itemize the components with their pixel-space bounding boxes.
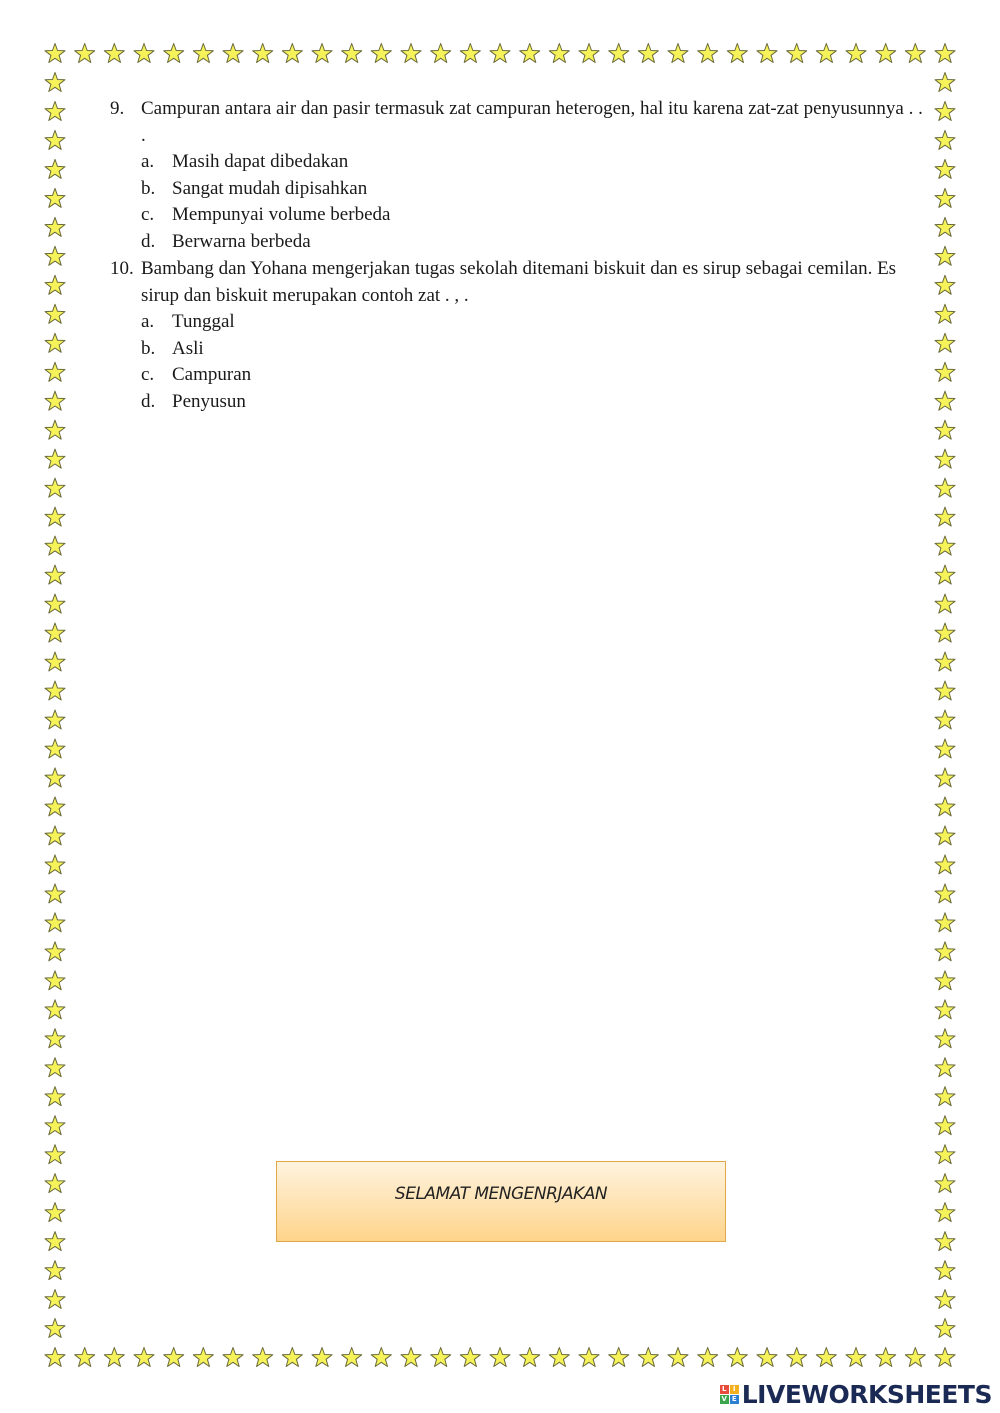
option-d[interactable] bbox=[110, 229, 930, 256]
star-icon bbox=[935, 797, 955, 816]
star-icon bbox=[935, 420, 955, 439]
star-icon bbox=[935, 1348, 955, 1367]
star-icon bbox=[935, 913, 955, 932]
star-icon bbox=[935, 1174, 955, 1193]
option-d[interactable] bbox=[110, 389, 930, 416]
star-icon bbox=[45, 710, 65, 729]
star-icon bbox=[935, 333, 955, 352]
star-icon bbox=[45, 246, 65, 265]
star-icon bbox=[935, 739, 955, 758]
star-icon bbox=[727, 44, 747, 63]
logo-letter: I bbox=[730, 1385, 739, 1394]
star-icon bbox=[312, 1348, 332, 1367]
star-icon bbox=[45, 420, 65, 439]
star-icon bbox=[164, 44, 184, 63]
star-icon bbox=[45, 1290, 65, 1309]
star-icon bbox=[935, 188, 955, 207]
star-icon bbox=[401, 1348, 421, 1367]
logo-letter: E bbox=[730, 1395, 739, 1404]
star-icon bbox=[846, 1348, 866, 1367]
option-letter: d. bbox=[141, 390, 156, 412]
star-icon bbox=[668, 44, 688, 63]
star-icon bbox=[45, 1145, 65, 1164]
option-c[interactable] bbox=[110, 362, 930, 389]
star-icon bbox=[75, 44, 95, 63]
star-icon bbox=[45, 884, 65, 903]
star-icon bbox=[45, 623, 65, 642]
star-icon bbox=[520, 44, 540, 63]
option-letter: a. bbox=[141, 311, 155, 332]
star-icon bbox=[668, 1348, 688, 1367]
star-icon bbox=[490, 1348, 510, 1367]
star-icon bbox=[698, 1348, 718, 1367]
star-icon bbox=[253, 44, 273, 63]
star-icon bbox=[45, 855, 65, 874]
option-b[interactable] bbox=[110, 336, 930, 363]
option-text: Penyusun bbox=[172, 390, 246, 412]
star-icon bbox=[75, 1348, 95, 1367]
star-icon bbox=[935, 623, 955, 642]
star-icon bbox=[935, 1116, 955, 1135]
star-icon bbox=[45, 594, 65, 613]
star-icon bbox=[45, 536, 65, 555]
star-icon bbox=[935, 826, 955, 845]
star-icon bbox=[935, 971, 955, 990]
star-icon bbox=[757, 1348, 777, 1367]
star-icon bbox=[490, 44, 510, 63]
star-icon bbox=[104, 1348, 124, 1367]
star-icon bbox=[45, 362, 65, 381]
logo-letter: L bbox=[720, 1385, 729, 1394]
star-icon bbox=[935, 449, 955, 468]
star-icon bbox=[431, 44, 451, 63]
star-icon bbox=[45, 1087, 65, 1106]
brand-name: LIVEWORKSHEETS bbox=[741, 1379, 992, 1409]
star-icon bbox=[431, 1348, 451, 1367]
star-icon bbox=[935, 102, 955, 121]
star-icon bbox=[935, 768, 955, 787]
option-a[interactable] bbox=[110, 149, 930, 176]
star-icon bbox=[816, 1348, 836, 1367]
star-icon bbox=[935, 73, 955, 92]
star-icon bbox=[935, 1261, 955, 1280]
star-icon bbox=[935, 391, 955, 410]
star-icon bbox=[45, 44, 65, 63]
star-icon bbox=[935, 159, 955, 178]
star-icon bbox=[520, 1348, 540, 1367]
option-letter: c. bbox=[141, 364, 155, 385]
star-icon bbox=[45, 913, 65, 932]
option-text: Sangat mudah dipisahkan bbox=[172, 177, 368, 199]
star-icon bbox=[193, 1348, 213, 1367]
star-icon bbox=[846, 44, 866, 63]
star-icon bbox=[282, 1348, 302, 1367]
star-icon bbox=[45, 1261, 65, 1280]
star-icon bbox=[164, 1348, 184, 1367]
closing-text: SELAMAT MENGENRJAKAN bbox=[394, 1184, 608, 1204]
star-icon bbox=[787, 44, 807, 63]
option-letter: c. bbox=[141, 204, 155, 225]
star-icon bbox=[193, 44, 213, 63]
star-icon bbox=[45, 333, 65, 352]
option-text: Masih dapat dibedakan bbox=[172, 151, 349, 172]
option-letter: d. bbox=[141, 230, 156, 252]
star-icon bbox=[45, 826, 65, 845]
star-icon bbox=[935, 478, 955, 497]
closing-banner bbox=[276, 1161, 726, 1242]
question-10 bbox=[110, 256, 930, 415]
option-text: Tunggal bbox=[172, 311, 235, 332]
star-icon bbox=[935, 884, 955, 903]
star-icon bbox=[45, 652, 65, 671]
question-stem bbox=[110, 96, 930, 149]
star-icon bbox=[45, 130, 65, 149]
star-icon bbox=[460, 44, 480, 63]
star-icon bbox=[104, 44, 124, 63]
star-icon bbox=[342, 44, 362, 63]
star-icon bbox=[134, 1348, 154, 1367]
star-icon bbox=[935, 304, 955, 323]
question-text: Campuran antara air dan pasir termasuk zat campuran heterogen, hal itu karena zat-zat penyusunnya . . . bbox=[141, 98, 923, 146]
option-letter: b. bbox=[141, 177, 156, 199]
star-icon bbox=[312, 44, 332, 63]
star-icon bbox=[935, 44, 955, 63]
star-icon bbox=[935, 1029, 955, 1048]
star-icon bbox=[609, 44, 629, 63]
liveworksheets-logo-icon bbox=[720, 1385, 739, 1404]
question-stem bbox=[110, 256, 930, 309]
star-icon bbox=[549, 44, 569, 63]
option-text: Mempunyai volume berbeda bbox=[172, 204, 391, 225]
liveworksheets-brand[interactable] bbox=[720, 1376, 992, 1412]
star-icon bbox=[45, 304, 65, 323]
star-icon bbox=[787, 1348, 807, 1367]
star-icon bbox=[935, 855, 955, 874]
star-icon bbox=[935, 942, 955, 961]
star-icon bbox=[45, 1116, 65, 1135]
star-icon bbox=[935, 1058, 955, 1077]
question-9 bbox=[110, 96, 930, 255]
star-icon bbox=[45, 1203, 65, 1222]
star-icon bbox=[579, 44, 599, 63]
option-letter: a. bbox=[141, 151, 155, 172]
star-icon bbox=[253, 1348, 273, 1367]
star-icon bbox=[45, 1319, 65, 1338]
star-icon bbox=[905, 1348, 925, 1367]
star-icon bbox=[935, 1087, 955, 1106]
star-icon bbox=[45, 159, 65, 178]
star-icon bbox=[549, 1348, 569, 1367]
star-icon bbox=[45, 102, 65, 121]
star-icon bbox=[935, 1232, 955, 1251]
star-icon bbox=[935, 652, 955, 671]
star-icon bbox=[45, 1232, 65, 1251]
star-icon bbox=[342, 1348, 362, 1367]
star-icon bbox=[401, 44, 421, 63]
question-number: 10. bbox=[110, 258, 134, 279]
option-text: Asli bbox=[172, 337, 204, 359]
option-text: Campuran bbox=[172, 364, 252, 385]
star-icon bbox=[45, 478, 65, 497]
star-icon bbox=[45, 275, 65, 294]
star-icon bbox=[460, 1348, 480, 1367]
star-icon bbox=[905, 44, 925, 63]
star-icon bbox=[45, 391, 65, 410]
star-icon bbox=[45, 681, 65, 700]
question-text: Bambang dan Yohana mengerjakan tugas sekolah ditemani biskuit dan es sirup sebagai cemilan. Es sirup dan biskuit merupakan contoh zat . , . bbox=[141, 258, 897, 306]
star-icon bbox=[876, 1348, 896, 1367]
star-icon bbox=[935, 1000, 955, 1019]
star-icon bbox=[45, 1029, 65, 1048]
star-icon bbox=[45, 739, 65, 758]
star-icon bbox=[638, 44, 658, 63]
star-icon bbox=[816, 44, 836, 63]
star-icon bbox=[45, 1000, 65, 1019]
star-icon bbox=[876, 44, 896, 63]
question-number: 9. bbox=[110, 98, 125, 119]
star-icon bbox=[727, 1348, 747, 1367]
star-icon bbox=[935, 507, 955, 526]
star-icon bbox=[45, 1058, 65, 1077]
star-icon bbox=[134, 44, 154, 63]
star-icon bbox=[45, 971, 65, 990]
star-icon bbox=[609, 1348, 629, 1367]
option-b[interactable] bbox=[110, 176, 930, 203]
star-icon bbox=[935, 1145, 955, 1164]
star-icon bbox=[45, 449, 65, 468]
star-icon bbox=[935, 362, 955, 381]
star-icon bbox=[45, 565, 65, 584]
star-icon bbox=[45, 797, 65, 816]
star-icon bbox=[45, 507, 65, 526]
star-icon bbox=[935, 1203, 955, 1222]
star-icon bbox=[757, 44, 777, 63]
star-icon bbox=[45, 217, 65, 236]
star-icon bbox=[45, 1348, 65, 1367]
star-icon bbox=[45, 188, 65, 207]
star-icon bbox=[45, 768, 65, 787]
star-icon bbox=[935, 1319, 955, 1338]
star-icon bbox=[223, 1348, 243, 1367]
star-icon bbox=[638, 1348, 658, 1367]
option-a[interactable] bbox=[110, 309, 930, 336]
logo-letter: V bbox=[721, 1394, 727, 1403]
star-icon bbox=[935, 710, 955, 729]
star-icon bbox=[371, 44, 391, 63]
star-icon bbox=[371, 1348, 391, 1367]
option-letter: b. bbox=[141, 337, 156, 359]
star-icon bbox=[45, 942, 65, 961]
star-icon bbox=[223, 44, 243, 63]
star-icon bbox=[45, 1174, 65, 1193]
star-icon bbox=[935, 217, 955, 236]
star-icon bbox=[935, 594, 955, 613]
star-icon bbox=[935, 246, 955, 265]
star-icon bbox=[935, 565, 955, 584]
star-icon bbox=[935, 275, 955, 294]
option-text: Berwarna berbeda bbox=[172, 230, 311, 252]
star-icon bbox=[935, 130, 955, 149]
star-icon bbox=[935, 536, 955, 555]
star-icon bbox=[45, 73, 65, 92]
star-icon bbox=[698, 44, 718, 63]
star-icon bbox=[579, 1348, 599, 1367]
star-icon bbox=[935, 1290, 955, 1309]
option-c[interactable] bbox=[110, 202, 930, 229]
star-icon bbox=[282, 44, 302, 63]
star-icon bbox=[935, 681, 955, 700]
